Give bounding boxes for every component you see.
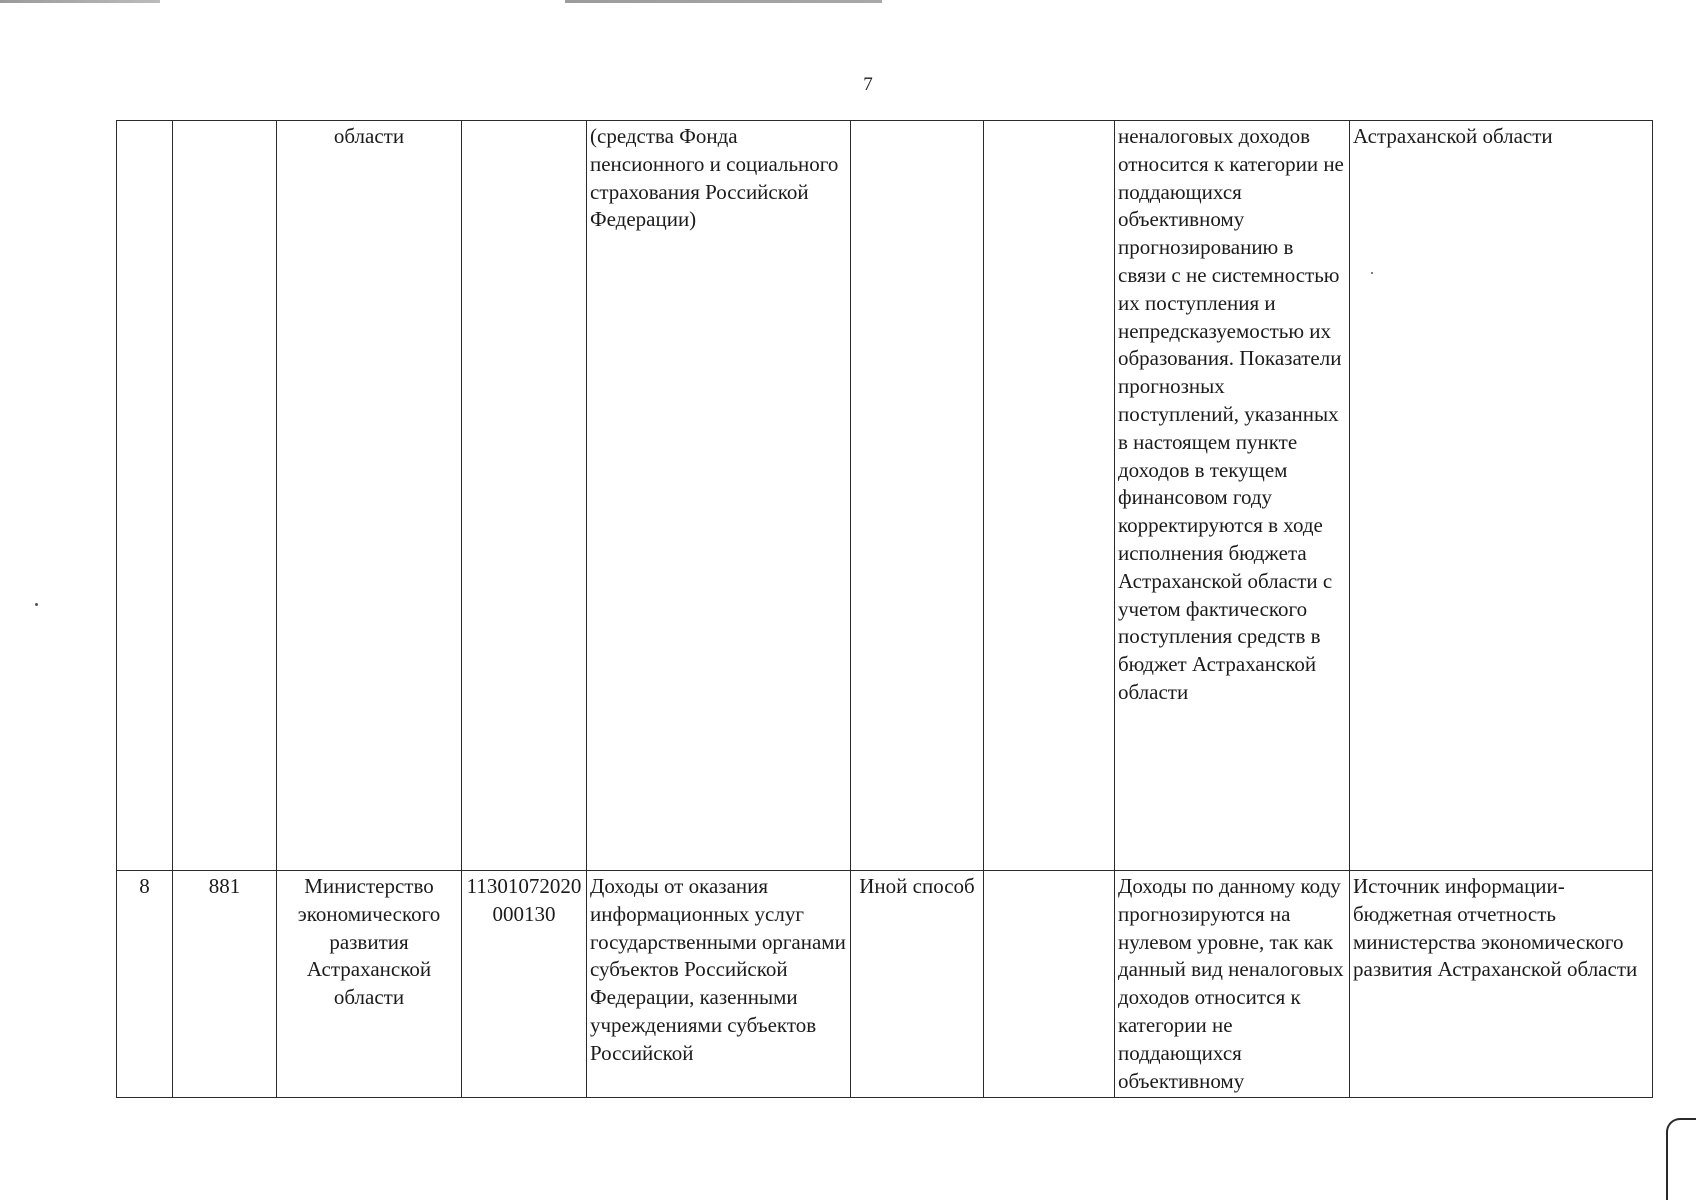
cell-row-number: [117, 121, 173, 871]
page-number: 7: [863, 74, 873, 95]
cell-data-source: Астраханской области: [1350, 121, 1653, 871]
cell-revenue-name: (средства Фонда пенсионного и социального страхования Российской Федерации): [587, 121, 851, 871]
revenue-methodology-table: [116, 120, 1653, 1098]
cell-row-number: 8: [117, 871, 173, 1098]
scan-edge-top: [0, 0, 882, 3]
cell-revenue-name: Доходы от оказания информационных услуг государственными органами субъектов Российской Федерации, казенными учреждениями субъектов Российской: [587, 871, 851, 1098]
cell-budget-code: [462, 121, 587, 871]
cell-admin-code: 881: [173, 871, 277, 1098]
cell-formula: [984, 871, 1115, 1098]
cell-forecast-method: Иной способ: [851, 871, 984, 1098]
cell-formula: [984, 121, 1115, 871]
cell-administrator-name: области: [277, 121, 462, 871]
cell-data-source: Источник информации-бюджетная отчетность министерства экономического развития Астраханской области: [1350, 871, 1653, 1098]
cell-admin-code: [173, 121, 277, 871]
cell-administrator-name: Министерство экономического развития Астраханской области: [277, 871, 462, 1098]
scan-speck: [35, 603, 38, 606]
table-row: [117, 871, 1653, 1098]
table-row: [117, 121, 1653, 871]
cell-budget-code: 11301072020000130: [462, 871, 587, 1098]
cell-forecast-method: [851, 121, 984, 871]
cell-method-description: неналоговых доходов относится к категории не поддающихся объективному прогнозированию в связи с не системностью их поступления и непредсказуемостью их образования. Показатели прогнозных поступлений, указанных в настоящем пункте доходов в текущем финансовом году корректируются в ходе исполнения бюджета Астраханской области с учетом фактического поступления средств в бюджет Астраханской области: [1115, 121, 1350, 871]
scan-edge-corner: [1666, 1118, 1696, 1200]
cell-method-description: Доходы по данному коду прогнозируются на нулевом уровне, так как данный вид неналоговых доходов относится к категории не поддающихся объективному: [1115, 871, 1350, 1098]
